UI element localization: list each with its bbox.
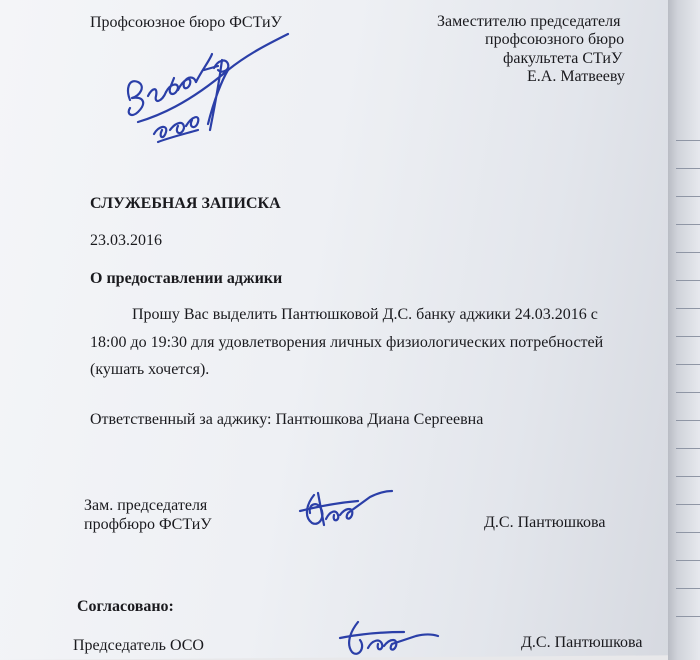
approver-handwritten-signature [332, 618, 442, 660]
memo-body-line-2: 18:00 до 19:30 для удовлетворения личных физиологических потребностей [90, 334, 604, 351]
memo-title: СЛУЖЕБНАЯ ЗАПИСКА [90, 195, 281, 212]
memo-body-line-3: (кушать хочется). [90, 361, 210, 378]
approver-position: Председатель ОСО [73, 637, 204, 654]
responsible-person: Ответственный за аджику: Пантюшкова Диана Сергеевна [90, 411, 484, 428]
memo-subject: О предоставлении аджики [90, 270, 283, 287]
resolution-handwritten-signature [118, 30, 308, 155]
recipient-line-3: факультета СТиУ [503, 50, 623, 67]
signer-name: Д.С. Пантюшкова [484, 514, 606, 531]
recipient-line-4: Е.А. Матвееву [527, 68, 625, 85]
memo-date: 23.03.2016 [90, 232, 162, 249]
recipient-line-1: Заместителю председателя [437, 13, 621, 30]
signer-position-line-1: Зам. председателя [84, 497, 208, 514]
sender-department: Профсоюзное бюро ФСТиУ [90, 14, 282, 31]
underlying-page-lines [676, 140, 700, 660]
memo-body-line-1: Прошу Вас выделить Пантюшковой Д.С. банку аджики 24.03.2016 с [132, 306, 598, 323]
signer-handwritten-signature [296, 485, 396, 535]
approver-name: Д.С. Пантюшкова [521, 634, 643, 651]
approval-heading: Согласовано: [77, 598, 174, 615]
recipient-line-2: профсоюзного бюро [485, 31, 625, 48]
signer-position-line-2: профбюро ФСТиУ [84, 516, 212, 533]
